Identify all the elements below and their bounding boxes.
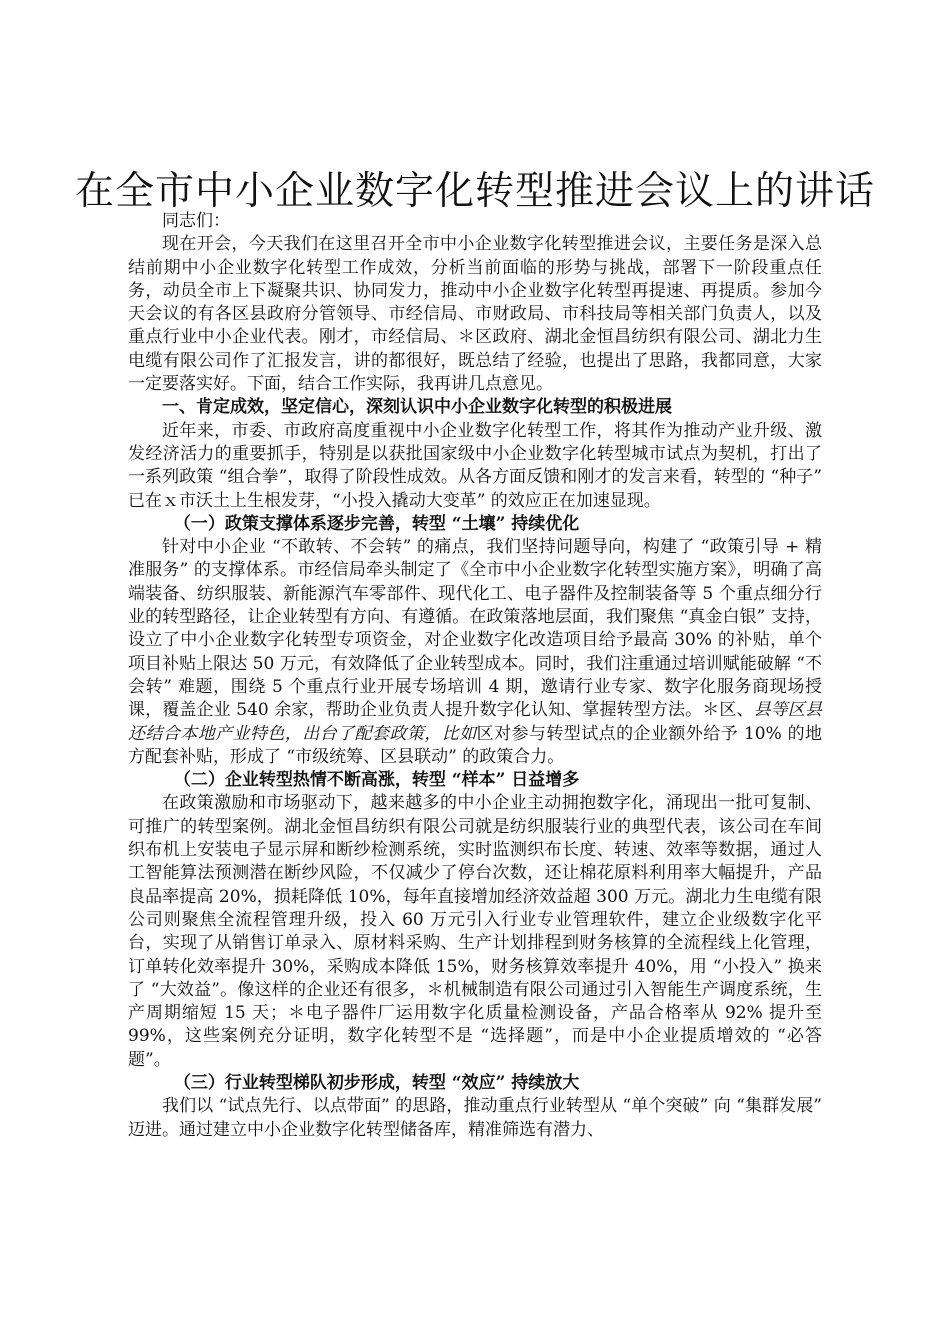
subsection-2-heading: （二）企业转型热情不断高涨，转型 “样本” 日益增多	[173, 770, 580, 791]
document-title: 在全市中小企业数字化转型推进会议上的讲话	[74, 169, 875, 214]
subsection-3-paragraph: 我们以 “试点先行、以点带面” 的思路，推动重点行业转型从 “单个突破” 向 “集群发展” 迈进。通过建立中小企业数字化转型储备库，精准筛选有潜力、	[128, 1096, 822, 1140]
salutation: 同志们：	[162, 211, 230, 231]
subsection-2-paragraph: 在政策激励和市场驱动下，越来越多的中小企业主动拥抱数字化，涌现出一批可复制、可推广的转型案例。湖北金恒昌纺织有限公司就是纺织服装行业的典型代表，该公司在车间织布机上安装电子显示屏和断纱检测系统，实时监测织布长度、转速、效率等数据，通过人工智能算法预测潜在断纱风险，不仅减少了停台次数，还让棉花原料利用率大幅提升，产品良品率提高 20%，损耗降低 10%，每年直接增加经济效益超 300 万元。湖北力生电缆有限公司则聚焦全流程管理升级，投入 60 万元引入行业专业管理软件，建立企业级数字化平台，实现了从销售订单录入、原材料采购、生产计划排程到财务核算的全流程线上化管理，订单转化效率提升 30%，采购成本降低 15%，财务核算效率提升 40%，用 “小投入” 换来了 “大效益”。像这样的企业还有很多，＊机械制造有限公司通过引入智能生产调度系统，生产周期缩短 15 天；＊电子器件厂运用数字化质量检测设备，产品合格率从 92% 提升至 99%，这些案例充分证明，数字化转型不是 “选择题”，而是中小企业提质增效的 “必答题”。	[128, 793, 822, 1070]
subsection-1-text-italic: 县等区县还结合本地产业特色，出台了配套政策，比如	[128, 700, 822, 744]
document-body	[128, 210, 822, 1142]
section-1-heading: 一、肯定成效，坚定信心，深刻认识中小企业数字化转型的积极进展	[162, 397, 672, 418]
subsection-3-heading: （三）行业转型梯队初步形成，转型 “效应” 持续放大	[173, 1072, 580, 1093]
subsection-1-heading: （一）政策支撑体系逐步完善，转型 “土壤” 持续优化	[173, 513, 580, 534]
subsection-1-paragraph	[128, 536, 822, 769]
section-1-paragraph: 近年来，市委、市政府高度重视中小企业数字化转型工作，将其作为推动产业升级、激发经济活力的重要抓手，特别是以获批国家级中小企业数字化转型城市试点为契机，打出了一系列政策 “组合拳”，取得了阶段性成效。从各方面反馈和刚才的发言来看，转型的 “种子” 已在ｘ市沃土上生根发芽，“小投入撬动大变革” 的效应正在加速显现。	[128, 420, 822, 511]
intro-paragraph: 现在开会，今天我们在这里召开全市中小企业数字化转型推进会议，主要任务是深入总结前期中小企业数字化转型工作成效，分析当前面临的形势与挑战，部署下一阶段重点任务，动员全市上下凝聚共识、协同发力，推动中小企业数字化转型再提速、再提质。参加今天会议的有各区县政府分管领导、市经信局、市财政局、市科技局等相关部门负责人，以及重点行业中小企业代表。刚才，市经信局、＊区政府、湖北金恒昌纺织有限公司、湖北力生电缆有限公司作了汇报发言，讲的都很好，既总结了经验，也提出了思路，我都同意，大家一定要落实好。下面，结合工作实际，我再讲几点意见。	[128, 234, 822, 395]
subsection-1-text-b: 区对参与转型试点的企业额外给予 10% 的地方配套补贴，形成了 “市级统筹、区县联动” 的政策合力。	[128, 723, 823, 767]
subsection-1-text-a: 针对中小企业 “不敢转、不会转” 的痛点，我们坚持问题导向，构建了 “政策引导 + 精准服务” 的支撑体系。市经信局牵头制定了《全市中小企业数字化转型实施方案》，明确了高端装备、纺织服装、新能源汽车零部件、现代化工、电子器件及控制装备等 5 个重点细分行业的转型路径，让企业转型有方向、有遵循。在政策落地层面，我们聚焦 “真金白银” 支持，设立了中小企业数字化转型专项资金，对企业数字化改造项目给予最高 30% 的补贴，单个项目补贴上限达 50 万元，有效降低了企业转型成本。同时，我们注重通过培训赋能破解 “不会转” 难题，围绕 5 个重点行业开展专场培训 4 期，邀请行业专家、数字化服务商现场授课，覆盖企业 540 余家，帮助企业负责人提升数字化认知、掌握转型方法。＊区、	[128, 537, 822, 721]
